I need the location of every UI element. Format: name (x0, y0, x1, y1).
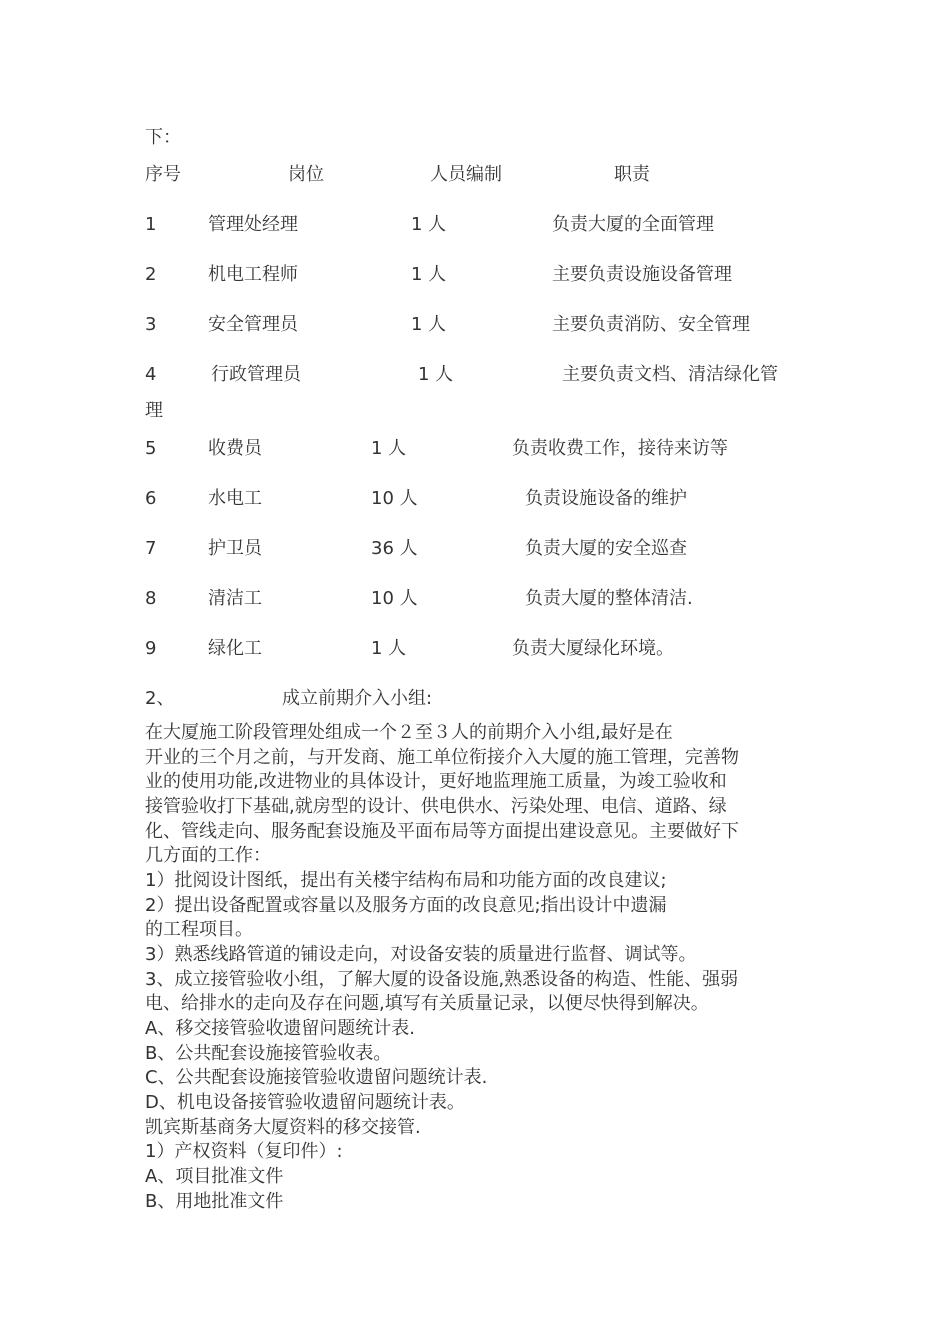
list-item: 3）熟悉线路管道的铺设走向，对设备安装的质量进行监督、调试等。 (145, 944, 697, 965)
list-item: A、项目批准文件 (145, 1166, 284, 1187)
list-item: B、公共配套设施接管验收表。 (145, 1043, 392, 1064)
list-item: D、机电设备接管验收遗留问题统计表。 (145, 1092, 465, 1113)
row-number: 5 (145, 438, 157, 459)
row-post: 管理处经理 (208, 214, 298, 235)
row-number: 9 (145, 638, 157, 659)
row-post: 行政管理员 (211, 364, 301, 385)
row-count: 1 人 (371, 638, 407, 659)
row-number: 2 (145, 264, 157, 285)
row-count: 1 人 (418, 364, 454, 385)
header-post: 岗位 (288, 164, 324, 185)
row-number: 7 (145, 538, 157, 559)
row-count: 1 人 (411, 264, 447, 285)
row-duty: 负责大厦的安全巡查 (525, 538, 687, 559)
row-number: 8 (145, 588, 157, 609)
row-number: 4 (145, 364, 157, 385)
body-line: 开业的三个月之前，与开发商、施工单位衔接介入大厦的施工管理，完善物 (145, 747, 739, 768)
row-post: 绿化工 (208, 638, 262, 659)
list-item: 2）提出设备配置或容量以及服务方面的改良意见;指出设计中遗漏 (145, 895, 667, 916)
body-line: 电、给排水的走向及存在问题,填写有关质量记录，以便尽快得到解决。 (145, 993, 709, 1014)
list-item: B、用地批准文件 (145, 1191, 284, 1212)
row-duty: 主要负责文档、清洁绿化管 (562, 364, 778, 385)
row-post: 安全管理员 (208, 314, 298, 335)
row-duty: 主要负责设施设备管理 (552, 264, 732, 285)
row-number: 3 (145, 314, 157, 335)
row-post: 机电工程师 (208, 264, 298, 285)
list-item: C、公共配套设施接管验收遗留问题统计表. (145, 1067, 488, 1088)
row-count: 1 人 (411, 314, 447, 335)
body-line: 业的使用功能,改进物业的具体设计，更好地监理施工质量，为竣工验收和 (145, 771, 727, 792)
list-item: 的工程项目。 (145, 919, 253, 940)
intro-text: 下： (145, 127, 181, 148)
row-post: 水电工 (208, 488, 262, 509)
body-line: 凯宾斯基商务大厦资料的移交接管. (145, 1117, 421, 1138)
row-count: 10 人 (371, 488, 418, 509)
row-duty: 负责设施设备的维护 (525, 488, 687, 509)
list-item: A、移交接管验收遗留问题统计表. (145, 1018, 416, 1039)
row-count: 1 人 (411, 214, 447, 235)
section-number: 2、 (145, 688, 175, 709)
body-line: 3、成立接管验收小组，了解大厦的设备设施,熟悉设备的构造、性能、强弱 (145, 969, 739, 990)
row-count: 36 人 (371, 538, 418, 559)
row-number: 6 (145, 488, 157, 509)
header-number: 序号 (145, 164, 181, 185)
row-count: 10 人 (371, 588, 418, 609)
body-line: 化、管线走向、服务配套设施及平面布局等方面提出建设意见。主要做好下 (145, 821, 739, 842)
row-duty-continuation: 理 (145, 400, 163, 421)
header-duty: 职责 (614, 164, 650, 185)
row-post: 护卫员 (208, 538, 262, 559)
row-duty: 主要负责消防、安全管理 (552, 314, 750, 335)
row-post: 收费员 (208, 438, 262, 459)
row-duty: 负责大厦的全面管理 (552, 214, 714, 235)
row-number: 1 (145, 214, 157, 235)
list-item: 1）批阅设计图纸，提出有关楼宇结构布局和功能方面的改良建议; (145, 870, 667, 891)
body-line: 在大厦施工阶段管理处组成一个２至３人的前期介入小组,最好是在 (145, 722, 673, 743)
list-item: 1）产权资料（复印件）: (145, 1141, 343, 1162)
header-count: 人员编制 (430, 164, 502, 185)
row-duty: 负责大厦的整体清洁. (525, 588, 693, 609)
body-line: 接管验收打下基础,就房型的设计、供电供水、污染处理、电信、道路、绿 (145, 796, 727, 817)
row-duty: 负责大厦绿化环境。 (512, 638, 674, 659)
section-title: 成立前期介入小组: (282, 688, 433, 709)
body-line: 几方面的工作： (145, 845, 271, 866)
row-post: 清洁工 (208, 588, 262, 609)
row-count: 1 人 (371, 438, 407, 459)
row-duty: 负责收费工作，接待来访等 (512, 438, 728, 459)
